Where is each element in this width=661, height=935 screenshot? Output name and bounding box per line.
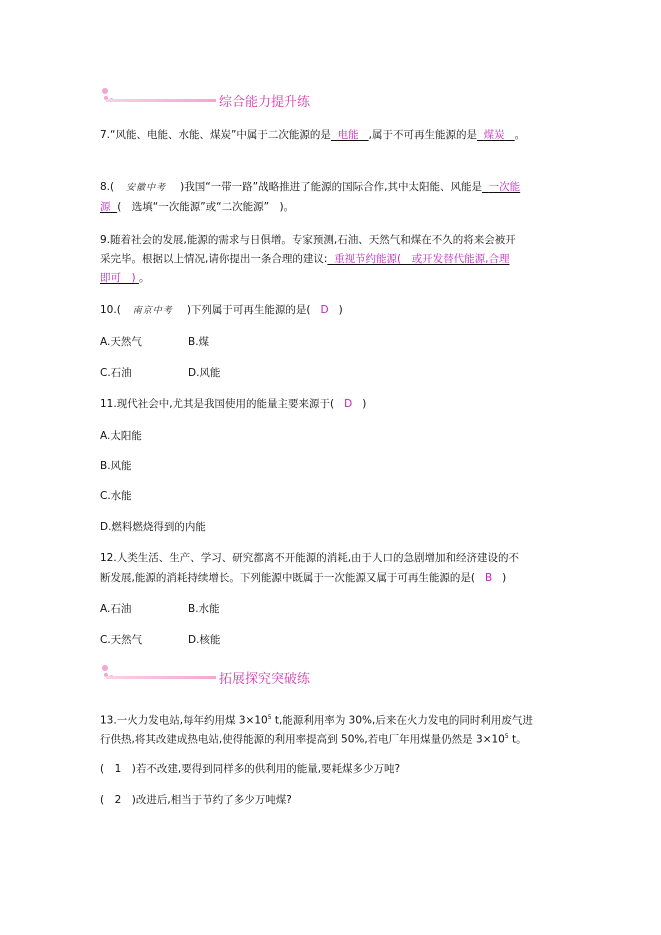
- question-13-line-2: [100, 730, 527, 747]
- answer-blank: [482, 181, 520, 193]
- question-text: 断发展,能源的消耗持续增长。下列能源中既属于一次能源又属于可再生能源的是(: [100, 572, 475, 584]
- question-text: 13.一火力发电站,每年约用煤 3×10: [100, 714, 268, 727]
- answer-text: 电能: [337, 129, 359, 141]
- superscript: 5: [504, 733, 509, 740]
- question-9-line-1: 9.随着社会的发展,能源的需求与日俱增。专家预测,石油、天然气和煤在不久的将来会被开: [100, 234, 516, 246]
- question-number: 10.(: [100, 304, 121, 316]
- option-d: D.风能: [188, 367, 221, 379]
- question-number: 8.(: [100, 181, 115, 193]
- option-d: D.核能: [188, 634, 221, 646]
- section-title: 综合能力提升练: [219, 95, 311, 110]
- question-text: 。: [514, 129, 526, 141]
- exam-source-stamp: 安徽中考: [126, 183, 167, 193]
- question-text: ): [338, 304, 343, 316]
- question-text: 行供热,将其改建成热电站,使得能源的利用率提高到 50%,若电厂年用煤量仍然是 3×10: [100, 733, 505, 746]
- section-header-2: [100, 665, 340, 687]
- answer-text: 重视节约能源( 或开发替代能源,合理: [334, 253, 510, 265]
- question-13-line-1: [100, 711, 533, 728]
- option-b: B.煤: [188, 336, 210, 348]
- section-title: 拓展探究突破练: [219, 672, 311, 687]
- decorative-bar: [106, 676, 216, 679]
- question-text: ): [502, 572, 507, 584]
- answer-blank-cont: [100, 272, 139, 284]
- answer-text: 源: [100, 201, 111, 213]
- option-c: C.天然气: [100, 634, 143, 646]
- decorative-bar: [106, 99, 216, 102]
- question-8-line-2: [100, 200, 294, 214]
- option-b: B.风能: [100, 460, 132, 472]
- option-c: C.水能: [100, 490, 132, 502]
- question-text: 。: [138, 272, 150, 284]
- answer-text: 一次能: [488, 181, 521, 193]
- question-8-line-1: [100, 180, 520, 195]
- question-text: t,能源利用率为 30%,后来在火力发电的同时利用废气进: [271, 714, 533, 727]
- question-text: )我国“一带一路”战略推进了能源的国际合作,其中太阳能、风能是: [180, 181, 482, 193]
- option-c: C.石油: [100, 367, 132, 379]
- question-text: ( 选填“一次能源”或“二次能源” )。: [117, 201, 295, 213]
- exam-source-stamp: 南京中考: [132, 306, 173, 316]
- option-a: A.天然气: [100, 336, 142, 348]
- question-text: ): [362, 398, 367, 410]
- question-7: [100, 128, 525, 142]
- option-d: D.燃料燃烧得到的内能: [100, 521, 206, 533]
- superscript: 5: [267, 714, 272, 721]
- answer-blank: [327, 253, 509, 265]
- answer-text: D: [344, 398, 353, 410]
- section-header-1: [100, 88, 340, 110]
- option-b: B.水能: [188, 603, 220, 615]
- question-12-line-2: [100, 571, 506, 585]
- question-10: [100, 303, 343, 318]
- question-text: 7.“风能、电能、水能、煤炭”中属于二次能源的是: [100, 129, 331, 141]
- question-text: )下列属于可再生能源的是(: [186, 304, 311, 316]
- answer-text: 煤炭: [483, 129, 505, 141]
- answer-blank-cont: [100, 201, 117, 213]
- answer-text: D: [320, 304, 329, 316]
- question-11: [100, 397, 366, 411]
- answer-text: B: [484, 572, 493, 584]
- question-9-line-2: [100, 252, 510, 266]
- question-13-sub-1: ( 1 )若不改建,要得到同样多的供利用的能量,要耗煤多少万吨?: [100, 763, 401, 775]
- question-9-line-3: [100, 271, 149, 285]
- question-text: t。: [508, 733, 527, 746]
- option-a: A.石油: [100, 603, 132, 615]
- question-text: 11.现代社会中,尤其是我国使用的能量主要来源于(: [100, 398, 335, 410]
- question-13-sub-2: ( 2 )改进后,相当于节约了多少万吨煤?: [100, 794, 292, 806]
- question-text: ,属于不可再生能源的是: [368, 129, 477, 141]
- question-text: 采完毕。根据以上情况,请你提出一条合理的建议:: [100, 253, 328, 265]
- option-a: A.太阳能: [100, 430, 142, 442]
- answer-blank-2: [477, 129, 515, 141]
- answer-blank-1: [331, 129, 369, 141]
- answer-text: 即可 ): [100, 272, 136, 284]
- question-12-line-1: 12.人类生活、生产、学习、研究都离不开能源的消耗,由于人口的急剧增加和经济建设的不: [100, 552, 520, 564]
